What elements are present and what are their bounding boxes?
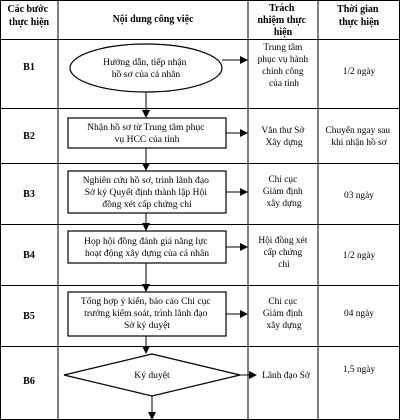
content-b4: Họp hội đồng đánh giá năng lực hoạt động xây dựng của cá nhân [84, 236, 210, 259]
table-header [7, 3, 381, 38]
flowchart [64, 44, 240, 396]
content-b6: Ký duyệt [134, 370, 170, 381]
step-label-b1: B1 [23, 62, 35, 73]
content-b3: Nghiên cứu hồ sơ, trình lãnh đạo Sở ký Quyết định thành lập Hội đồng xét cấp chứng chỉ [82, 175, 209, 210]
responsible-b6: Lãnh đạo Sở [262, 371, 310, 381]
time-b5: 04 ngày [344, 309, 374, 319]
time-b4: 1/2 ngày [342, 251, 376, 261]
time-b1: 1/2 ngày [342, 67, 376, 77]
responsible-b1: Trung tâm phục vụ hành chính công của tỉnh [257, 43, 309, 89]
start-ellipse-b1 [70, 44, 222, 92]
responsible-column [258, 43, 311, 381]
time-b3: 03 ngày [344, 191, 374, 201]
responsible-b2: Văn thư Sở Xây dựng [261, 126, 305, 148]
header-step: Các bước thực hiện [7, 4, 50, 28]
content-b2: Nhận hồ sơ từ Trung tâm phục vụ HCC của tỉnh [87, 122, 205, 145]
content-b1: Hướng dẫn, tiếp nhận hồ sơ của cá nhân [103, 57, 187, 80]
header-responsible: Trách nhiệm thực hiện [257, 3, 307, 38]
responsible-b3: Chi cục Giám định xây dựng [262, 175, 303, 209]
header-time: Thời gian thực hiện [337, 4, 380, 28]
time-b2: Chuyển ngay sau khi nhận hồ sơ [325, 126, 391, 148]
step-label-b2: B2 [23, 131, 35, 142]
responsible-b5: Chi cục Giám định xây dựng [262, 297, 303, 331]
time-b6: 1,5 ngày [342, 365, 376, 375]
step-label-b5: B5 [23, 311, 35, 322]
responsible-b4: Hội đồng xét cấp chứng chỉ [258, 236, 308, 270]
step-label-b3: B3 [23, 189, 35, 200]
content-b5: Tổng hợp ý kiến, báo cáo Chi cục trưởng kiểm soát, trình lãnh đạo Sở ký duyệt [80, 296, 211, 331]
header-content: Nội dung công việc [112, 14, 194, 25]
step-label-b4: B4 [23, 250, 35, 261]
time-column [326, 67, 393, 375]
step-label-b6: B6 [23, 376, 35, 387]
